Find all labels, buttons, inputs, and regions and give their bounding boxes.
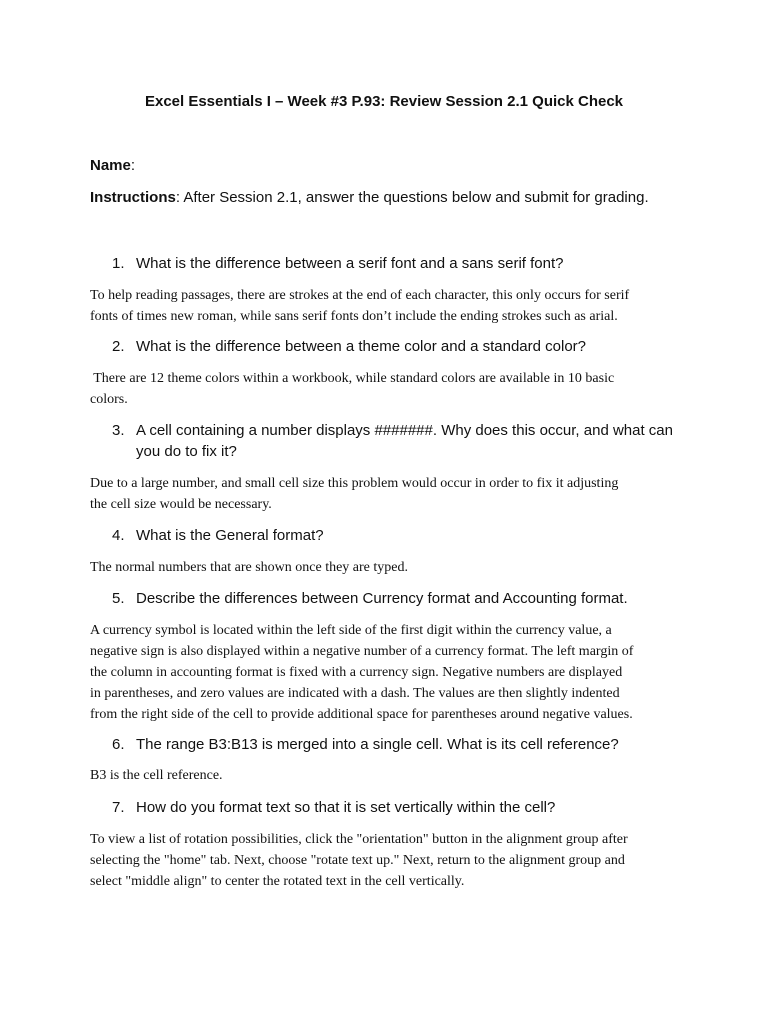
answer-line: select "middle align" to center the rotated text in the cell vertically. [90,874,465,889]
answer-1 [90,285,690,327]
question-5 [112,588,692,609]
question-number: 7. [112,799,125,816]
document-title: Excel Essentials I – Week #3 P.93: Review Session 2.1 Quick Check [144,93,624,110]
question-text: How do you format text so that it is set vertically within the cell? [136,799,556,816]
answer-line: The normal numbers that are shown once they are typed. [90,560,409,575]
answer-line: A currency symbol is located within the left side of the first digit within the currency value, a [90,623,612,638]
name-line [90,156,135,176]
answer-5 [90,620,690,725]
question-4 [112,525,692,546]
answer-4 [90,557,690,578]
question-6 [112,734,692,755]
question-2 [112,336,692,357]
answer-7 [90,829,690,892]
answer-line: To help reading passages, there are strokes at the end of each character, this only occurs for serif [90,288,630,303]
instructions-label: Instructions [90,189,176,206]
answer-line: colors. [90,392,128,407]
answer-line: the column in accounting format is fixed with a currency sign. Negative numbers are displayed [90,665,623,680]
answer-line: To view a list of rotation possibilities, click the "orientation" button in the alignment group after [90,832,628,847]
instructions-text: : After Session 2.1, answer the questions below and submit for grading. [175,189,649,206]
question-text: What is the difference between a serif font and a sans serif font? [136,255,564,272]
question-3 [112,420,692,462]
question-number: 5. [112,590,125,607]
question-text: The range B3:B13 is merged into a single cell. What is its cell reference? [136,736,619,753]
answer-line: fonts of times new roman, while sans serif fonts don’t include the ending strokes such as arial. [90,309,618,324]
answer-3 [90,473,690,515]
answer-line: Due to a large number, and small cell size this problem would occur in order to fix it adjusting [90,476,619,491]
question-text: Describe the differences between Currency format and Accounting format. [136,590,628,607]
answer-line: There are 12 theme colors within a workbook, while standard colors are available in 10 basic [90,371,615,386]
answer-6 [90,765,690,786]
question-number: 1. [112,255,125,272]
name-label: Name [90,157,131,174]
answer-line: in parentheses, and zero values are indicated with a dash. The values are then slightly indented [90,686,620,701]
question-7 [112,797,692,818]
answer-line: selecting the "home" tab. Next, choose "rotate text up." Next, return to the alignment group and [90,853,625,868]
instructions-line [90,188,649,208]
answer-line: B3 is the cell reference. [90,768,223,783]
question-number: 6. [112,736,125,753]
answer-2 [90,368,690,410]
question-text: What is the General format? [136,527,324,544]
question-number: 4. [112,527,125,544]
name-suffix: : [130,157,136,174]
question-number: 3. [112,422,125,439]
question-1 [112,253,692,274]
answer-line: the cell size would be necessary. [90,497,272,512]
question-number: 2. [112,338,125,355]
question-text: What is the difference between a theme color and a standard color? [136,338,586,355]
answer-line: negative sign is also displayed within a negative number of a currency format. The left margin of [90,644,634,659]
answer-line: from the right side of the cell to provide additional space for parentheses around negative values. [90,707,633,722]
question-text: A cell containing a number displays #######. Why does this occur, and what can you do to fix it? [136,422,673,460]
